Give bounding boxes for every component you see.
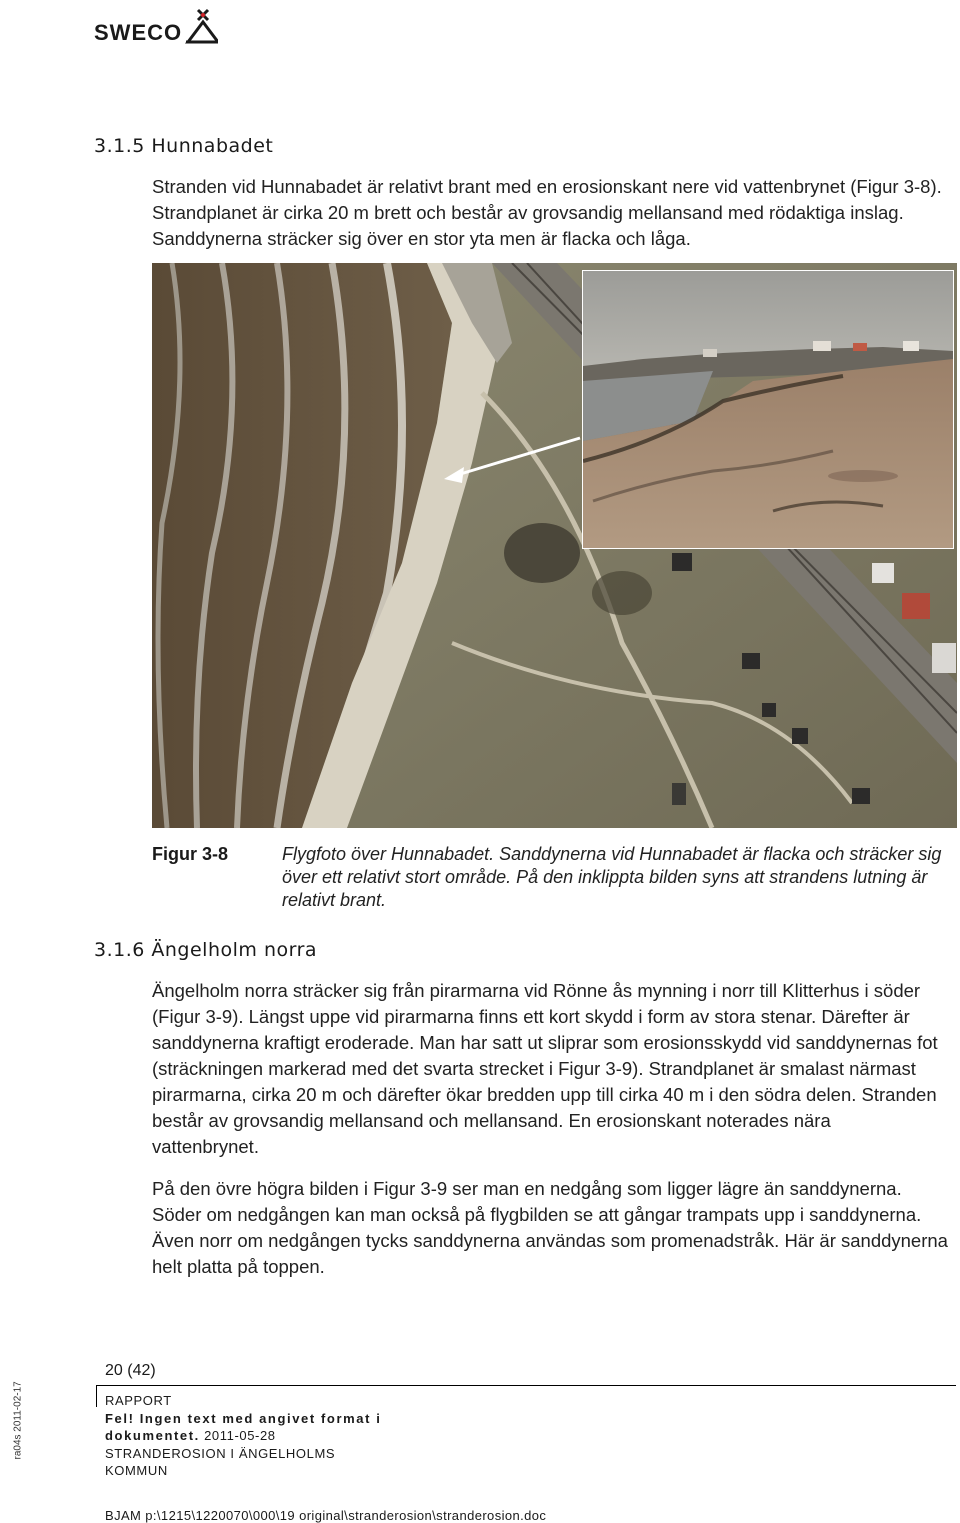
section-heading-hunnabadet: 3.1.5 Hunnabadet (94, 135, 274, 157)
figure-caption: Flygfoto över Hunnabadet. Sanddynerna vid Hunnabadet är flacka och sträcker sig över ett relativt stort område. På den inklippta bilden syns att strandens lutning är relativt brant. (282, 844, 942, 910)
section-heading-angelholm-norra: 3.1.6 Ängelholm norra (94, 939, 318, 961)
sweco-mark-icon (184, 8, 218, 48)
figure-label: Figur 3-8 (152, 844, 229, 864)
footer-divider-tick (96, 1385, 97, 1407)
paragraph-angelholm-norra-1: Ängelholm norra sträcker sig från pirarmarna vid Rönne ås mynning i norr till Klitterhus i söder (Figur 3-9). Längst uppe vid pirarmarna finns ett kort skydd i form av stora stenar. Därefter är sanddynerna kraftigt eroderade. Man har satt ut sliprar som erosionsskydd vid sanddynernas fot (sträckningen markerad med det svarta strecket i Figur 3-9). Strandplanet är smalast närmast pirarmarna, cirka 20 m och därefter ökar bredden upp till cirka 40 m i den södra delen. Stranden består av grovsandig mellansand och mellansand. En erosionskant noterades nära vattenbrynet. (152, 980, 938, 1157)
footer-title-line-2: KOMMUN (105, 1463, 168, 1478)
footer-date: 2011-05-28 (199, 1428, 276, 1443)
logo-text: SWECO (94, 20, 183, 45)
paragraph-hunnabadet: Stranden vid Hunnabadet är relativt brant med en erosionskant nere vid vattenbrynet (Figur 3-8). Strandplanet är cirka 20 m brett och består av grovsandig mellansand med rödaktiga inslag. Sanddynerna sträcker sig över en stor yta men är flacka och låga. (152, 176, 942, 249)
footer-report-info (105, 1392, 405, 1480)
sweco-logo (94, 8, 234, 48)
footer-divider (96, 1385, 956, 1386)
footer-title-line-1: STRANDEROSION I ÄNGELHOLMS (105, 1445, 336, 1461)
page-number: 20 (42) (105, 1362, 156, 1379)
side-template-code: ra04s 2011-02-17 (12, 1381, 24, 1460)
footer-file-path: BJAM p:\1215\1220070\000\19 original\stranderosion\stranderosion.doc (105, 1508, 547, 1523)
footer-error-line-2: dokumentet. (105, 1428, 200, 1443)
footer-error-line-1: Fel! Ingen text med angivet format i (105, 1410, 382, 1426)
footer-report-label: RAPPORT (105, 1393, 172, 1408)
paragraph-angelholm-norra-2: På den övre högra bilden i Figur 3-9 ser man en nedgång som ligger lägre än sanddynerna. Söder om nedgången kan man också på flygbilden se att gångar trampats upp i sanddynerna. Även norr om nedgången tycks sanddynerna användas som promenadstråk. Här är sanddynerna helt platta på toppen. (152, 1178, 948, 1277)
inset-beach-photo (582, 270, 954, 549)
